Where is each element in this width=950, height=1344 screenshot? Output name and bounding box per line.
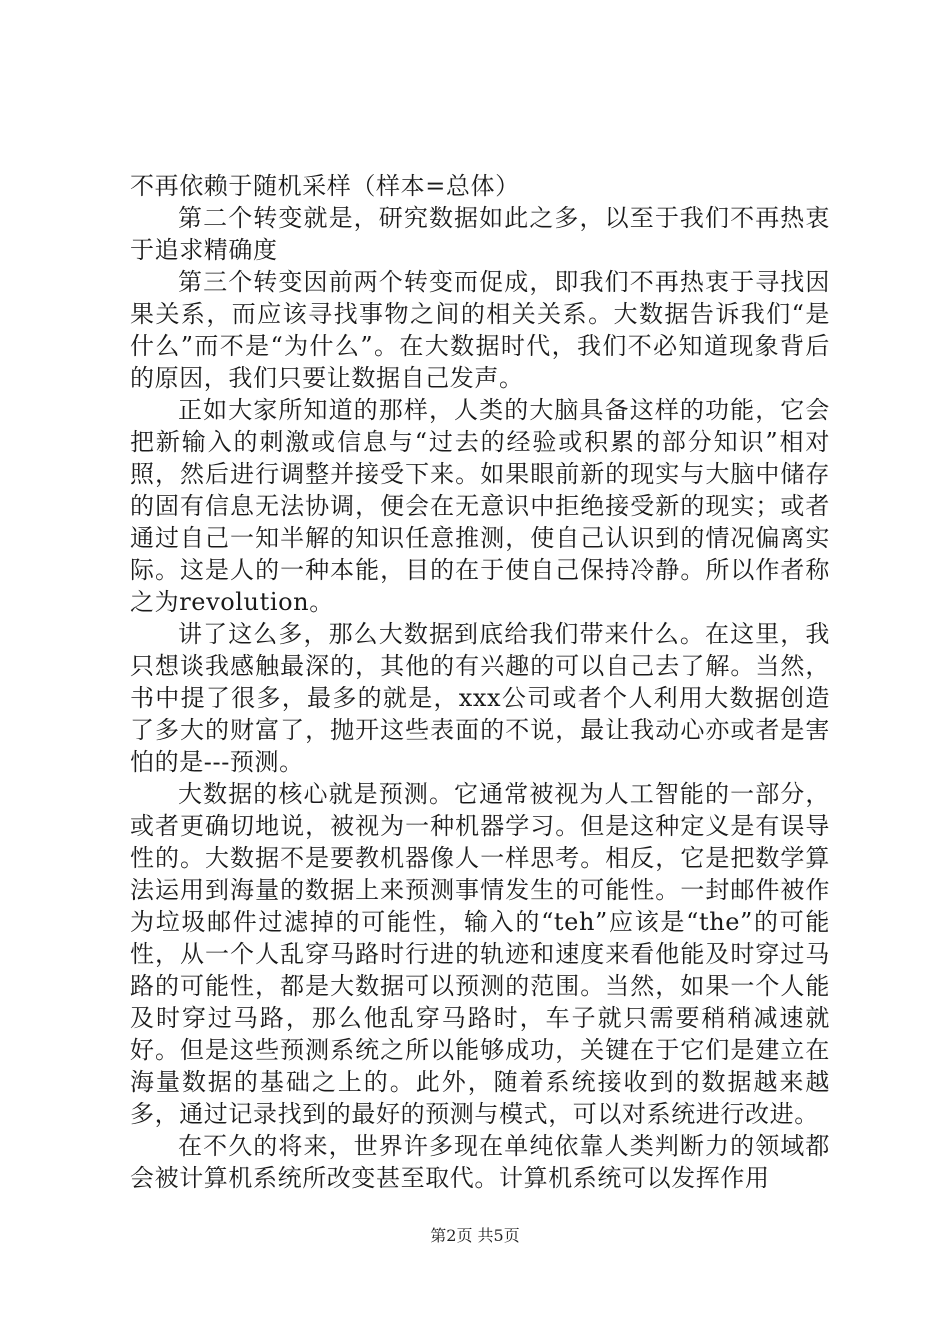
page-number-footer: 第2页 共5页	[430, 1226, 520, 1245]
paragraph-7: 在不久的将来，世界许多现在单纯依靠人类判断力的领域都会被计算机系统所改变甚至取代。计算机系统可以发挥作用	[130, 1132, 830, 1192]
paragraph-6: 大数据的核心就是预测。它通常被视为人工智能的一部分，或者更确切地说，被视为一种机器学习。但是这种定义是有误导性的。大数据不是要教机器像人一样思考。相反，它是把数学算法运用到海量的数据上来预测事情发生的可能性。一封邮件被作为垃圾邮件过滤掉的可能性，输入的“teh”应该是“the”的可能性，从一个人乱穿马路时行进的轨迹和速度来看他能及时穿过马路的可能性，都是大数据可以预测的范围。当然，如果一个人能及时穿过马路，那么他乱穿马路时，车子就只需要稍稍减速就好。但是这些预测系统之所以能够成功，关键在于它们是建立在海量数据的基础之上的。此外，随着系统接收到的数据越来越多，通过记录找到的最好的预测与模式，可以对系统进行改进。	[130, 780, 830, 1128]
paragraph-2: 第二个转变就是，研究数据如此之多，以至于我们不再热衷于追求精确度	[130, 204, 830, 264]
paragraph-3: 第三个转变因前两个转变而促成，即我们不再热衷于寻找因果关系，而应该寻找事物之间的相关关系。大数据告诉我们“是什么”而不是“为什么”。在大数据时代，我们不必知道现象背后的原因，我们只要让数据自己发声。	[130, 268, 830, 392]
paragraph-1: 不再依赖于随机采样（样本=总体）	[130, 172, 520, 200]
paragraph-5: 讲了这么多，那么大数据到底给我们带来什么。在这里，我只想谈我感触最深的，其他的有兴趣的可以自己去了解。当然，书中提了很多，最多的就是，xxx公司或者个人利用大数据创造了多大的财富了，抛开这些表面的不说，最让我动心亦或者是害怕的是---预测。	[130, 620, 830, 776]
document-body	[130, 170, 830, 1194]
paragraph-4: 正如大家所知道的那样，人类的大脑具备这样的功能，它会把新输入的刺激或信息与“过去的经验或积累的部分知识”相对照，然后进行调整并接受下来。如果眼前新的现实与大脑中储存的固有信息无法协调，便会在无意识中拒绝接受新的现实；或者通过自己一知半解的知识任意推测，使自己认识到的情况偏离实际。这是人的一种本能，目的在于使自己保持冷静。所以作者称之为revolution。	[130, 396, 830, 616]
